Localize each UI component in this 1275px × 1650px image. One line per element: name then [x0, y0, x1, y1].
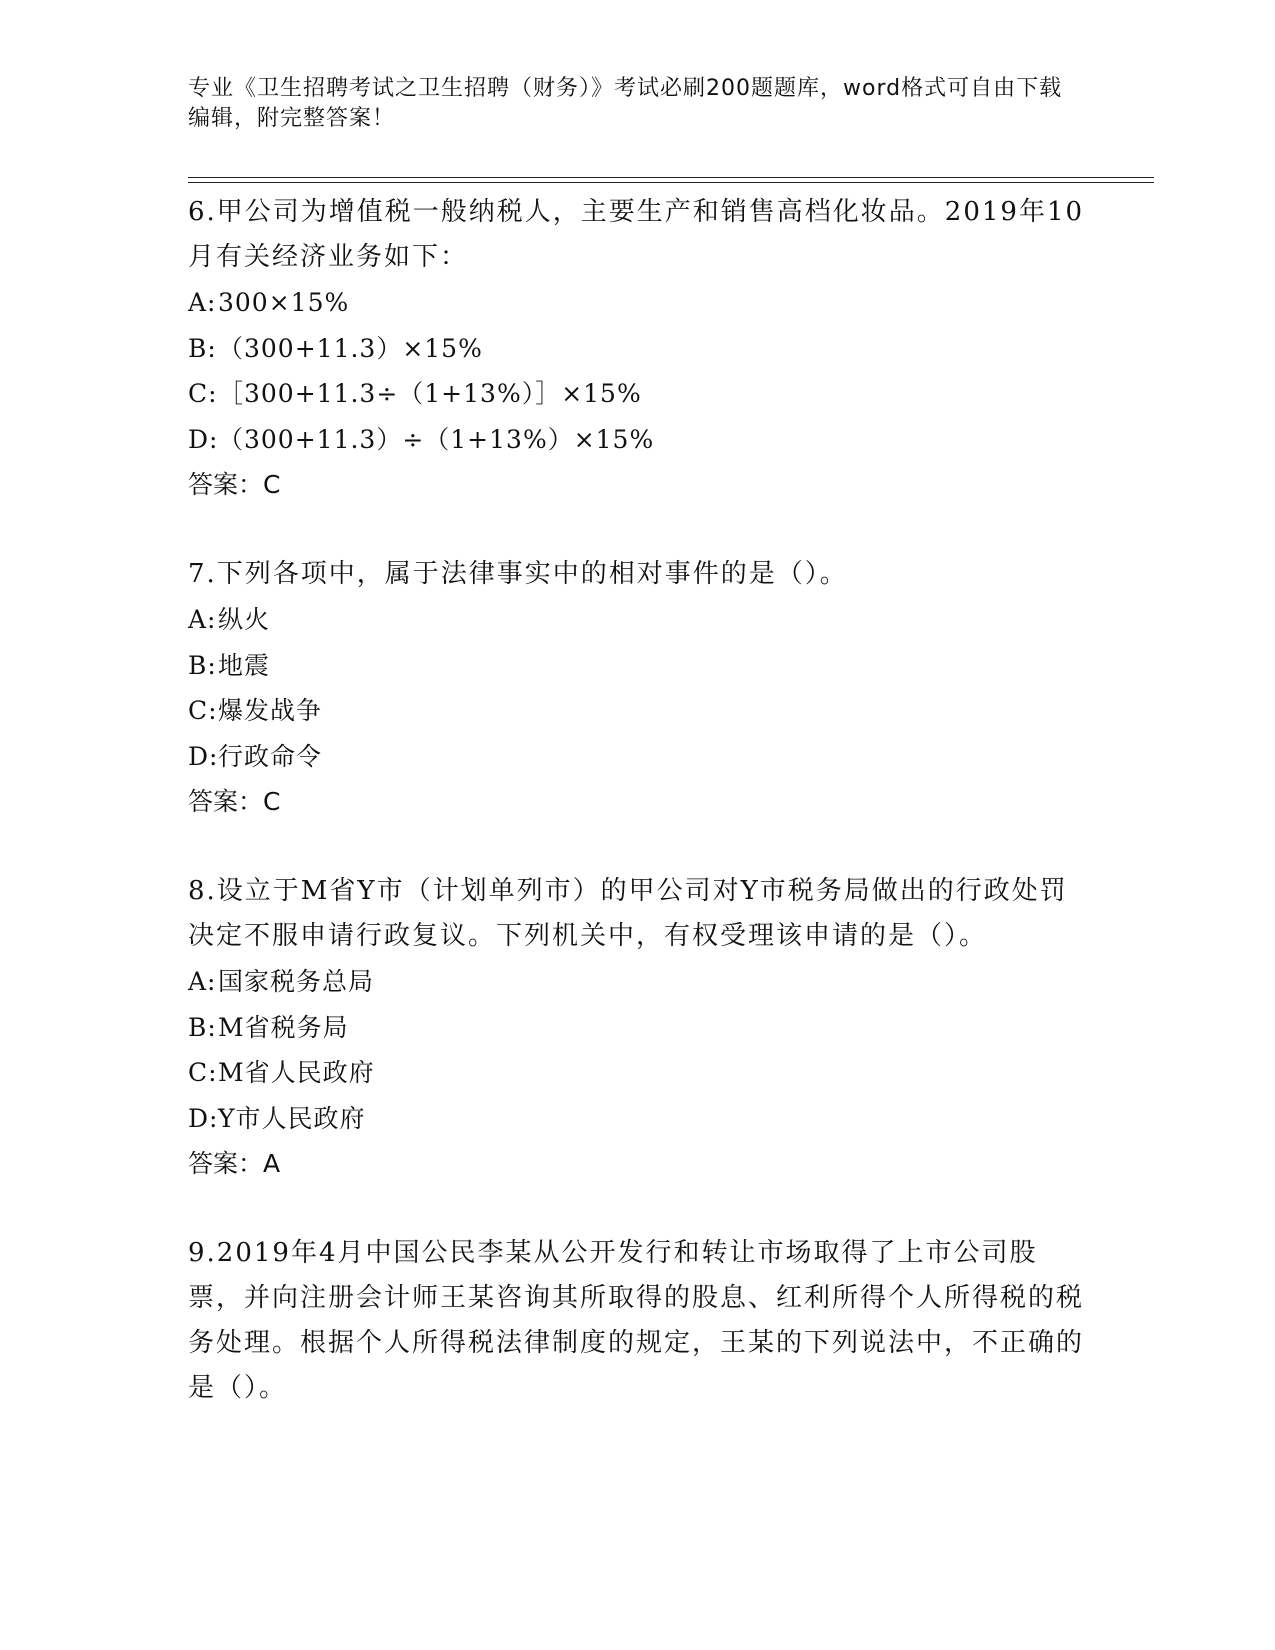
option-d: D:行政命令 — [188, 741, 323, 771]
question-stem: 8.设立于M省Y市（计划单列市）的甲公司对Y市税务局做出的行政处罚决定不服申请行政复议。下列机关中，有权受理该申请的是（）。 — [188, 876, 1068, 951]
option-b: B:（300+11.3）×15% — [188, 333, 483, 363]
option-b: B:地震 — [188, 650, 271, 680]
option-d: D:Y市人民政府 — [188, 1103, 366, 1133]
option-c: C:［300+11.3÷（1+13%）］×15% — [188, 379, 642, 408]
header-divider-top — [188, 177, 1154, 178]
question-list — [188, 190, 1088, 1411]
answer: 答案：C — [188, 470, 281, 499]
option-c: C:M省人民政府 — [188, 1058, 375, 1087]
question-stem: 9.2019年4月中国公民李某从公开发行和转让市场取得了上市公司股票，并向注册会计师王某咨询其所取得的股息、红利所得个人所得税的税务处理。根据个人所得税法律制度的规定，王某的下列说法中，不正确的是（）。 — [188, 1238, 1085, 1403]
header-divider-bottom — [188, 182, 1154, 183]
option-a: A:300×15% — [188, 288, 350, 317]
question-6 — [188, 190, 1088, 507]
question-9 — [188, 1231, 1088, 1411]
question-8 — [188, 869, 1088, 1186]
option-d: D:（300+11.3）÷（1+13%）×15% — [188, 424, 655, 454]
question-7 — [188, 552, 1088, 824]
option-a: A:国家税务总局 — [188, 967, 375, 996]
option-c: C:爆发战争 — [188, 696, 323, 725]
document-header: 专业《卫生招聘考试之卫生招聘（财务）》考试必刷200题题库，word格式可自由下载编辑，附完整答案！ — [188, 76, 1063, 131]
question-stem: 6.甲公司为增值税一般纳税人，主要生产和销售高档化妆品。2019年10月有关经济业务如下： — [188, 197, 1085, 272]
option-a: A:纵火 — [188, 605, 271, 634]
answer: 答案：C — [188, 787, 281, 816]
option-b: B:M省税务局 — [188, 1012, 349, 1042]
question-stem: 7.下列各项中，属于法律事实中的相对事件的是（）。 — [188, 559, 848, 589]
answer: 答案：A — [188, 1149, 281, 1178]
